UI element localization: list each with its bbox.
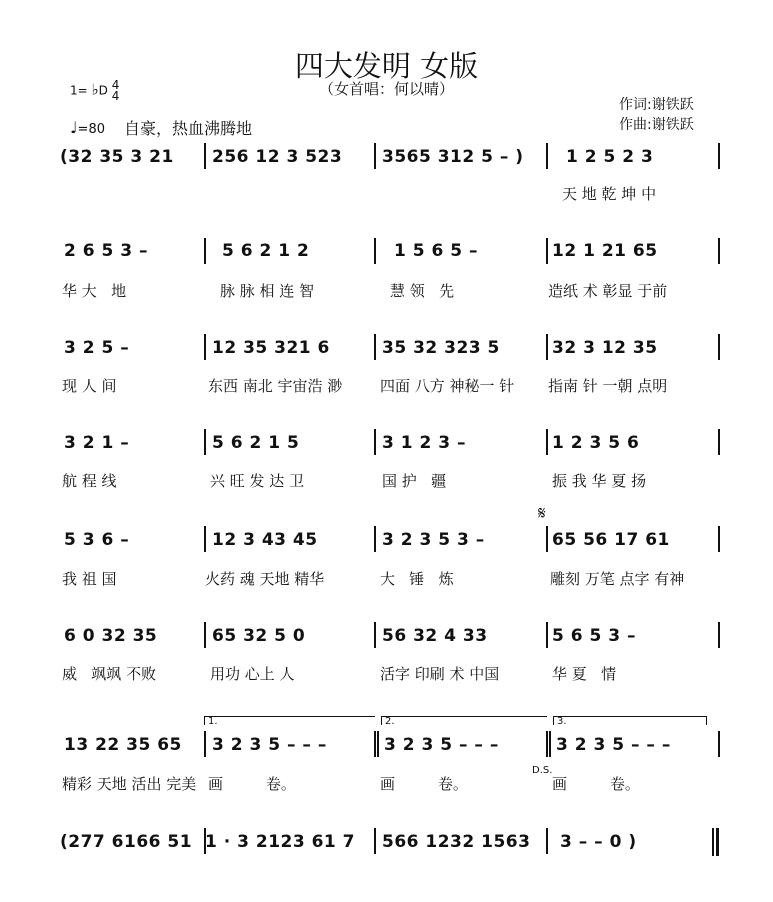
measure: 1 · 3 2123 61 7 bbox=[205, 832, 356, 852]
lyric: 造纸 术 彰显 于前 bbox=[548, 282, 668, 300]
measure: (277 6166 51 bbox=[60, 832, 193, 852]
lyric: 画 卷。 bbox=[552, 775, 640, 793]
measure: 1 2 5 2 3 bbox=[566, 147, 654, 167]
volta-label-2: 2. bbox=[385, 716, 395, 727]
barline bbox=[718, 429, 720, 455]
tempo-value: =80 bbox=[77, 122, 105, 137]
barline bbox=[204, 334, 206, 360]
barline bbox=[374, 622, 376, 648]
measure: 5 3 6 – bbox=[64, 530, 130, 550]
measure: 3565 312 5 – ) bbox=[382, 147, 524, 167]
barline bbox=[546, 828, 548, 854]
barline bbox=[718, 143, 720, 169]
lyric: 大 锤 炼 bbox=[380, 570, 454, 588]
key-name: D bbox=[98, 83, 108, 98]
barline bbox=[549, 731, 551, 757]
measure: 3 2 3 5 3 – bbox=[382, 530, 485, 550]
measure: 3 – – 0 ) bbox=[560, 832, 637, 852]
lyric: 雕刻 万笔 点字 有神 bbox=[550, 570, 685, 588]
volta-label-3: 3. bbox=[557, 716, 567, 727]
song-title: 四大发明 女版 bbox=[294, 49, 479, 83]
measure: 566 1232 1563 bbox=[382, 832, 531, 852]
quarter-note-icon: ♩ bbox=[70, 118, 78, 137]
lyric: 威 飒飒 不败 bbox=[62, 665, 157, 683]
time-bottom: 4 bbox=[111, 89, 120, 103]
lyric: 振 我 华 夏 扬 bbox=[552, 472, 647, 490]
barline bbox=[374, 238, 376, 264]
measure: 32 3 12 35 bbox=[552, 338, 658, 358]
measure: 5 6 2 1 2 bbox=[222, 241, 310, 261]
volta-label-1: 1. bbox=[208, 716, 218, 727]
measure: 6 0 32 35 bbox=[64, 626, 158, 646]
volta-bracket-2 bbox=[381, 716, 547, 725]
lyric: 现 人 间 bbox=[62, 377, 117, 395]
barline bbox=[546, 622, 548, 648]
measure: 1 5 6 5 – bbox=[394, 241, 478, 261]
barline bbox=[204, 731, 206, 757]
barline bbox=[374, 828, 376, 854]
measure: 5 6 2 1 5 bbox=[212, 433, 300, 453]
barline bbox=[718, 622, 720, 648]
measure: 5 6 5 3 – bbox=[552, 626, 636, 646]
tempo-marking bbox=[70, 118, 105, 137]
measure: 3 2 3 5 – – – bbox=[384, 735, 499, 755]
measure: 65 56 17 61 bbox=[552, 530, 670, 550]
barline bbox=[374, 429, 376, 455]
barline bbox=[374, 334, 376, 360]
lyric: 画 卷。 bbox=[380, 775, 468, 793]
measure: 1 2 3 5 6 bbox=[552, 433, 640, 453]
lyric: 脉 脉 相 连 智 bbox=[220, 282, 315, 300]
measure: 2 6 5 3 – bbox=[64, 241, 148, 261]
lyric: 兴 旺 发 达 卫 bbox=[210, 472, 305, 490]
barline bbox=[204, 238, 206, 264]
lyric: 我 祖 国 bbox=[62, 570, 117, 588]
lyric: 画 卷。 bbox=[208, 775, 296, 793]
barline bbox=[718, 526, 720, 552]
composer-credit: 作曲:谢铁跃 bbox=[619, 117, 694, 133]
barline bbox=[377, 731, 379, 757]
measure: 35 32 323 5 bbox=[382, 338, 500, 358]
measure: 12 35 321 6 bbox=[212, 338, 330, 358]
lyric: 指南 针 一朝 点明 bbox=[548, 377, 668, 395]
barline bbox=[374, 731, 376, 757]
barline bbox=[718, 238, 720, 264]
lyric: 华 夏 情 bbox=[552, 665, 617, 683]
segno-icon: 𝄋 bbox=[538, 503, 546, 524]
final-barline bbox=[712, 828, 714, 856]
measure: 56 32 4 33 bbox=[382, 626, 488, 646]
measure: 65 32 5 0 bbox=[212, 626, 306, 646]
barline bbox=[546, 143, 548, 169]
measure: 3 2 3 5 – – – bbox=[212, 735, 327, 755]
lyricist-credit: 作词:谢铁跃 bbox=[619, 97, 694, 113]
barline bbox=[718, 334, 720, 360]
lyric: 用功 心上 人 bbox=[210, 665, 295, 683]
measure: 3 2 5 – bbox=[64, 338, 130, 358]
barline bbox=[546, 526, 548, 552]
barline bbox=[546, 334, 548, 360]
measure: 3 2 1 – bbox=[64, 433, 130, 453]
ds-marking: D.S. bbox=[532, 765, 553, 776]
lyric: 活字 印刷 术 中国 bbox=[380, 665, 500, 683]
measure: 12 3 43 45 bbox=[212, 530, 318, 550]
time-signature bbox=[112, 80, 120, 102]
measure: 256 12 3 523 bbox=[212, 147, 343, 167]
key-flat: ♭ bbox=[91, 80, 99, 99]
lyric: 天 地 乾 坤 中 bbox=[562, 185, 657, 203]
barline bbox=[546, 731, 548, 757]
key-signature bbox=[70, 80, 119, 102]
barline bbox=[718, 731, 720, 757]
song-subtitle: （女首唱：何以晴） bbox=[318, 80, 454, 98]
final-barline-thick bbox=[716, 828, 719, 856]
time-top: 4 bbox=[111, 78, 120, 92]
barline bbox=[204, 622, 206, 648]
barline bbox=[204, 143, 206, 169]
volta-bracket-1 bbox=[204, 716, 375, 725]
lyric: 国 护 疆 bbox=[382, 472, 447, 490]
lyric: 东西 南北 宇宙浩 渺 bbox=[208, 377, 343, 395]
barline bbox=[374, 526, 376, 552]
barline bbox=[546, 429, 548, 455]
measure: 3 1 2 3 – bbox=[382, 433, 466, 453]
barline bbox=[204, 429, 206, 455]
lyric: 四面 八方 神秘一 针 bbox=[380, 377, 515, 395]
volta-bracket-3 bbox=[553, 716, 707, 725]
barline bbox=[204, 526, 206, 552]
measure: 3 2 3 5 – – – bbox=[556, 735, 671, 755]
lyric: 慧 领 先 bbox=[390, 282, 455, 300]
lyric: 华 大 地 bbox=[62, 282, 127, 300]
key-prefix: 1= bbox=[70, 83, 88, 98]
barline bbox=[204, 828, 206, 854]
lyric: 精彩 天地 活出 完美 bbox=[62, 775, 197, 793]
barline bbox=[546, 238, 548, 264]
lyric: 航 程 线 bbox=[62, 472, 117, 490]
measure: 13 22 35 65 bbox=[64, 735, 182, 755]
lyric: 火药 魂 天地 精华 bbox=[205, 570, 325, 588]
barline bbox=[374, 143, 376, 169]
measure: 12 1 21 65 bbox=[552, 241, 658, 261]
mood-text: 自豪，热血沸腾地 bbox=[124, 119, 253, 138]
measure: (32 35 3 21 bbox=[60, 147, 174, 167]
